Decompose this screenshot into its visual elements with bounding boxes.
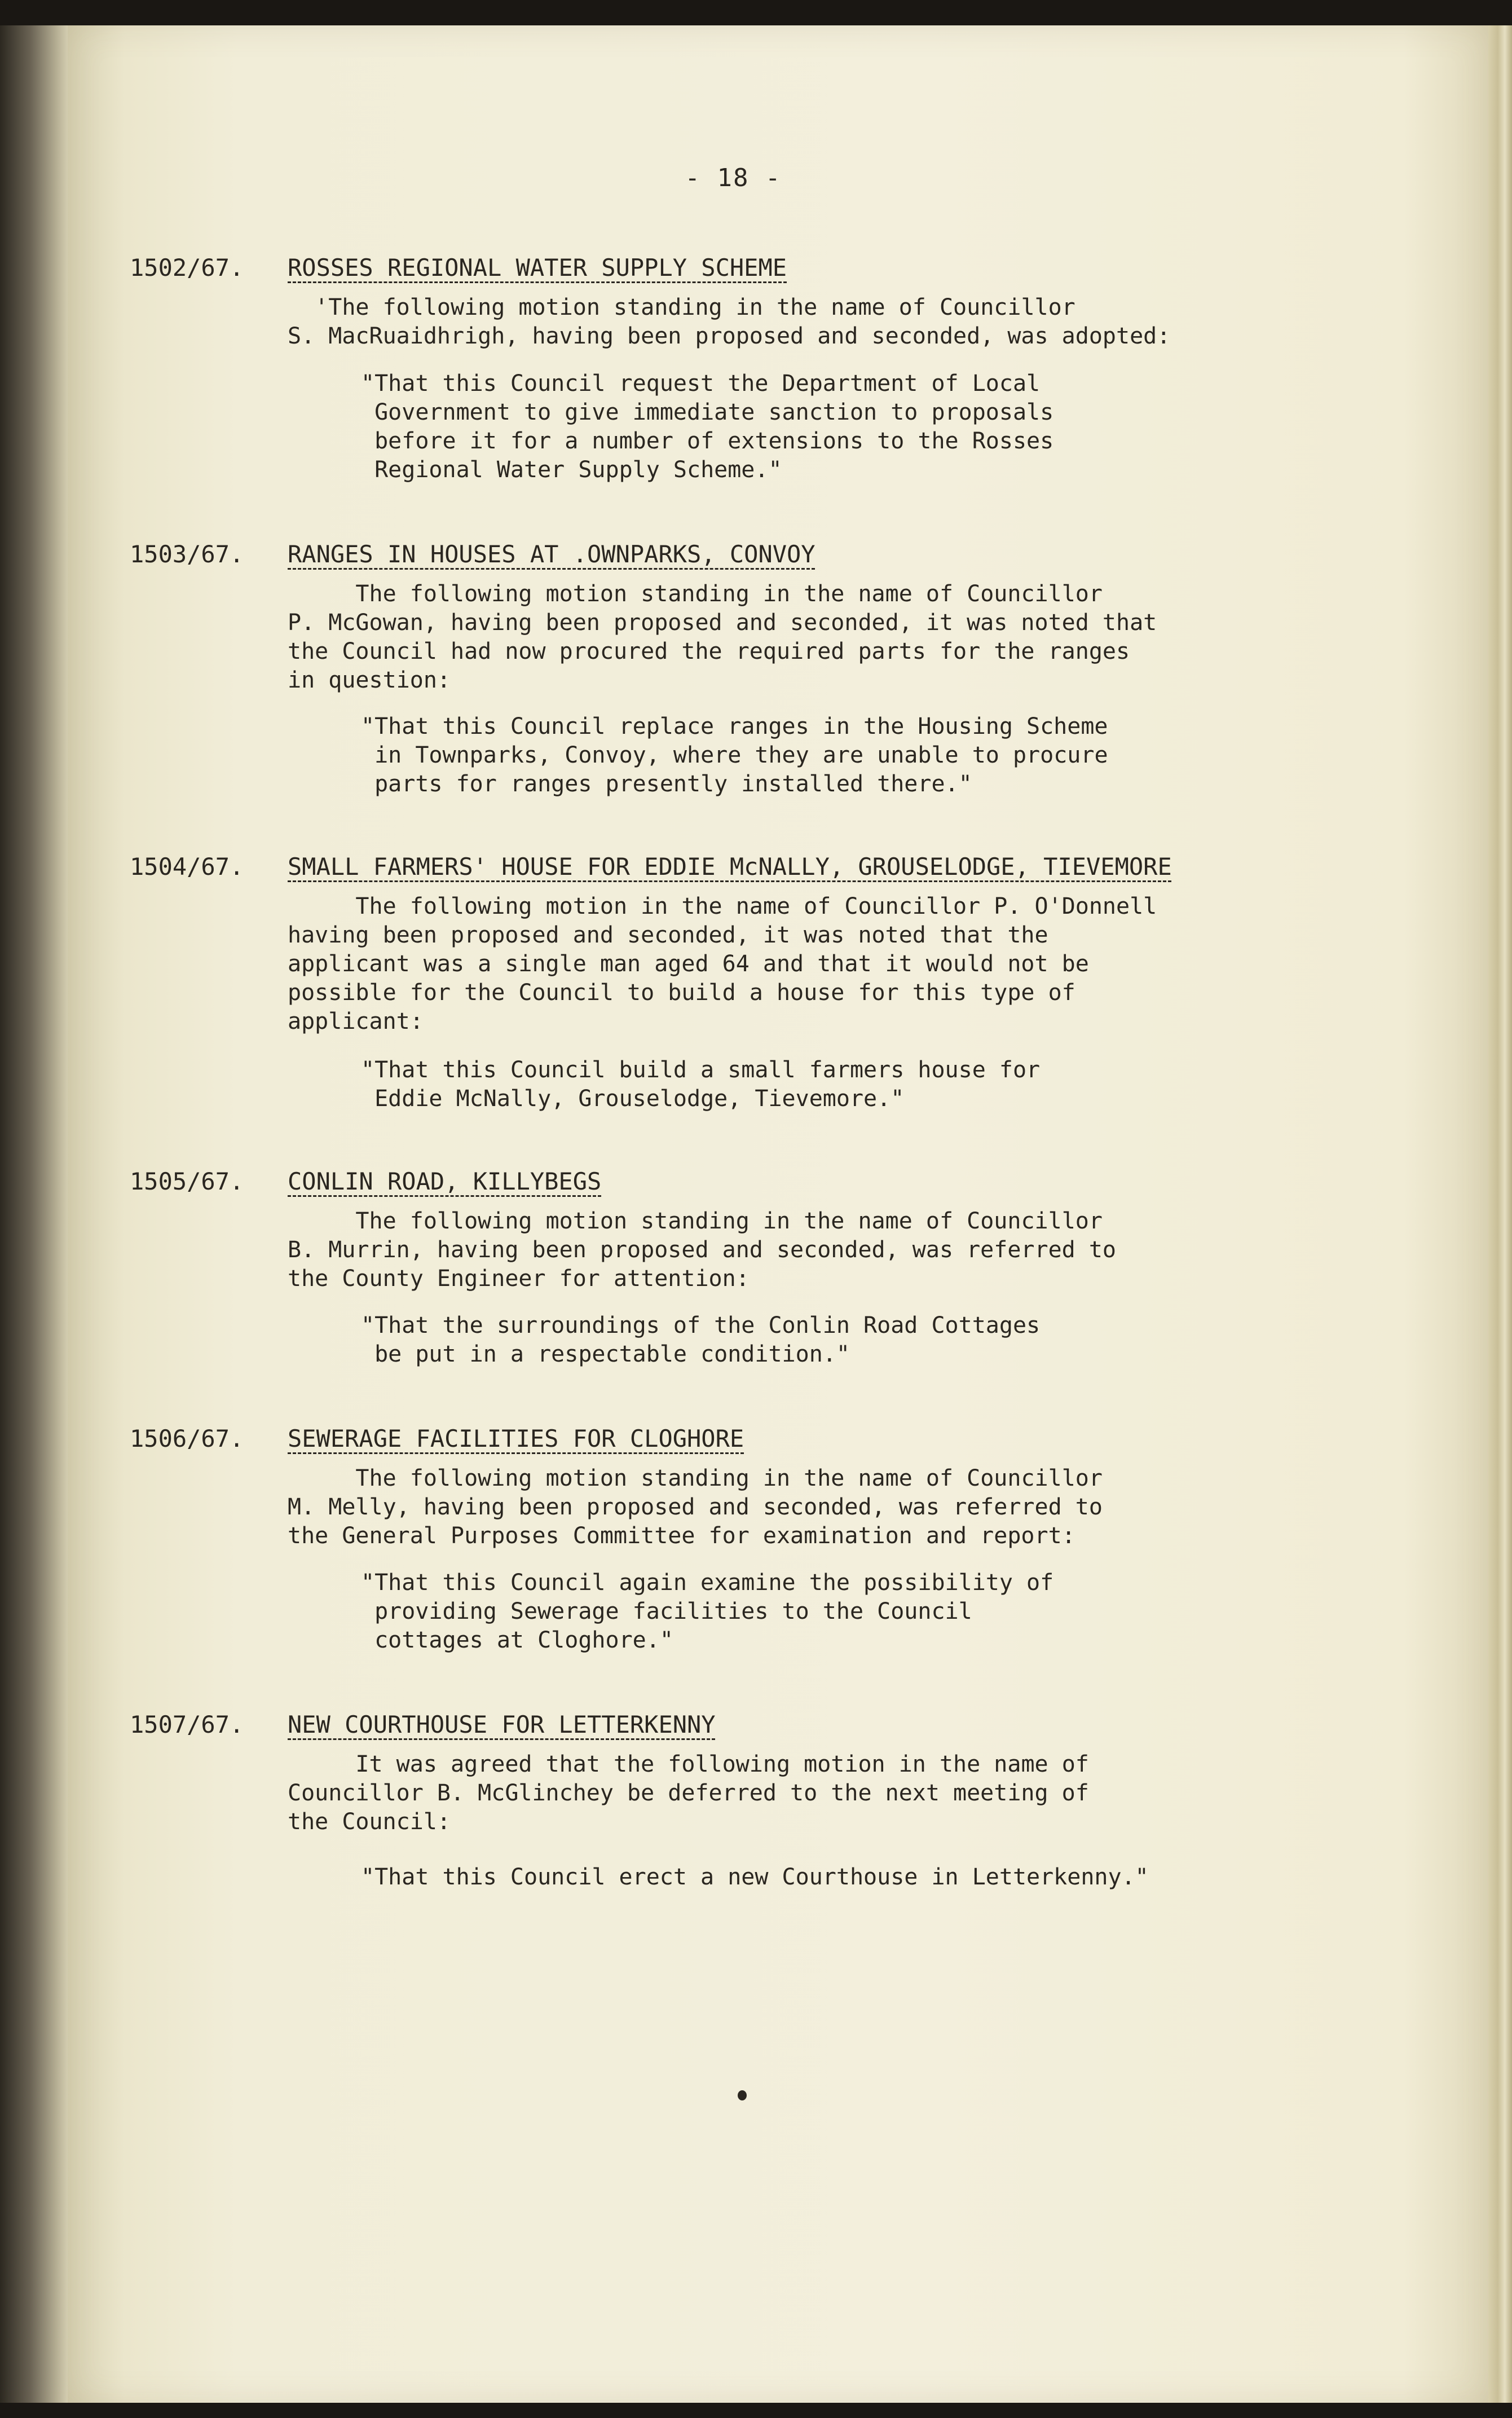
item-body: The following motion standing in the name of Councillor M. Melly, having been proposed and seconded, was referred to the General Purposes Committee for examination and report: bbox=[288, 1465, 1103, 1549]
item-title: ROSSES REGIONAL WATER SUPPLY SCHEME bbox=[288, 254, 787, 281]
item-motion-quote: "That this Council again examine the possibility of providing Sewerage facilities to the Council cottages at Cloghore." bbox=[361, 1570, 1054, 1653]
item-title: RANGES IN HOUSES AT .OWNPARKS, CONVOY bbox=[288, 540, 815, 568]
item-motion-quote: "That this Council replace ranges in the Housing Scheme in Townparks, Convoy, where they are unable to procure parts for ranges presently installed there." bbox=[361, 713, 1108, 797]
item-body: The following motion standing in the name of Councillor P. McGowan, having been proposed and seconded, it was noted that the Council had now procured the required parts for the ranges in question: bbox=[288, 581, 1157, 693]
item-motion-quote: "That this Council request the Department of Local Government to give immediate sanction to proposals before it for a number of extensions to the Rosses Regional Water Supply Scheme." bbox=[361, 371, 1054, 483]
item-body: 'The following motion standing in the name of Councillor S. MacRuaidhrigh, having been proposed and seconded, was adopted: bbox=[288, 294, 1171, 349]
item-title: CONLIN ROAD, KILLYBEGS bbox=[288, 1168, 602, 1195]
ink-dot bbox=[738, 2090, 747, 2100]
item-number: 1507/67. bbox=[130, 1711, 244, 1738]
item-title: SMALL FARMERS' HOUSE FOR EDDIE McNALLY, GROUSELODGE, TIEVEMORE bbox=[288, 853, 1172, 880]
item-title: NEW COURTHOUSE FOR LETTERKENNY bbox=[288, 1711, 716, 1738]
item-number: 1504/67. bbox=[130, 853, 244, 880]
item-title: SEWERAGE FACILITIES FOR CLOGHORE bbox=[288, 1425, 744, 1452]
item-number: 1506/67. bbox=[130, 1425, 244, 1452]
item-motion-quote: "That this Council build a small farmers house for Eddie McNally, Grouselodge, Tievemore." bbox=[361, 1057, 1041, 1112]
item-number: 1505/67. bbox=[130, 1168, 244, 1195]
item-number: 1503/67. bbox=[130, 540, 244, 568]
item-body: It was agreed that the following motion in the name of Councillor B. McGlinchey be deferred to the next meeting of the Council: bbox=[288, 1751, 1089, 1835]
item-body: The following motion in the name of Councillor P. O'Donnell having been proposed and seconded, it was noted that the applicant was a single man aged 64 and that it would not be possible for the Council to build a house for this type of applicant: bbox=[288, 893, 1157, 1034]
item-body: The following motion standing in the name of Councillor B. Murrin, having been proposed and seconded, was referred to the County Engineer for attention: bbox=[288, 1208, 1117, 1292]
page-number: - 18 - bbox=[685, 164, 782, 192]
item-motion-quote: "That the surroundings of the Conlin Road Cottages be put in a respectable condition." bbox=[361, 1312, 1041, 1367]
item-motion-quote: "That this Council erect a new Courthouse in Letterkenny." bbox=[361, 1864, 1149, 1890]
item-number: 1502/67. bbox=[130, 254, 244, 281]
